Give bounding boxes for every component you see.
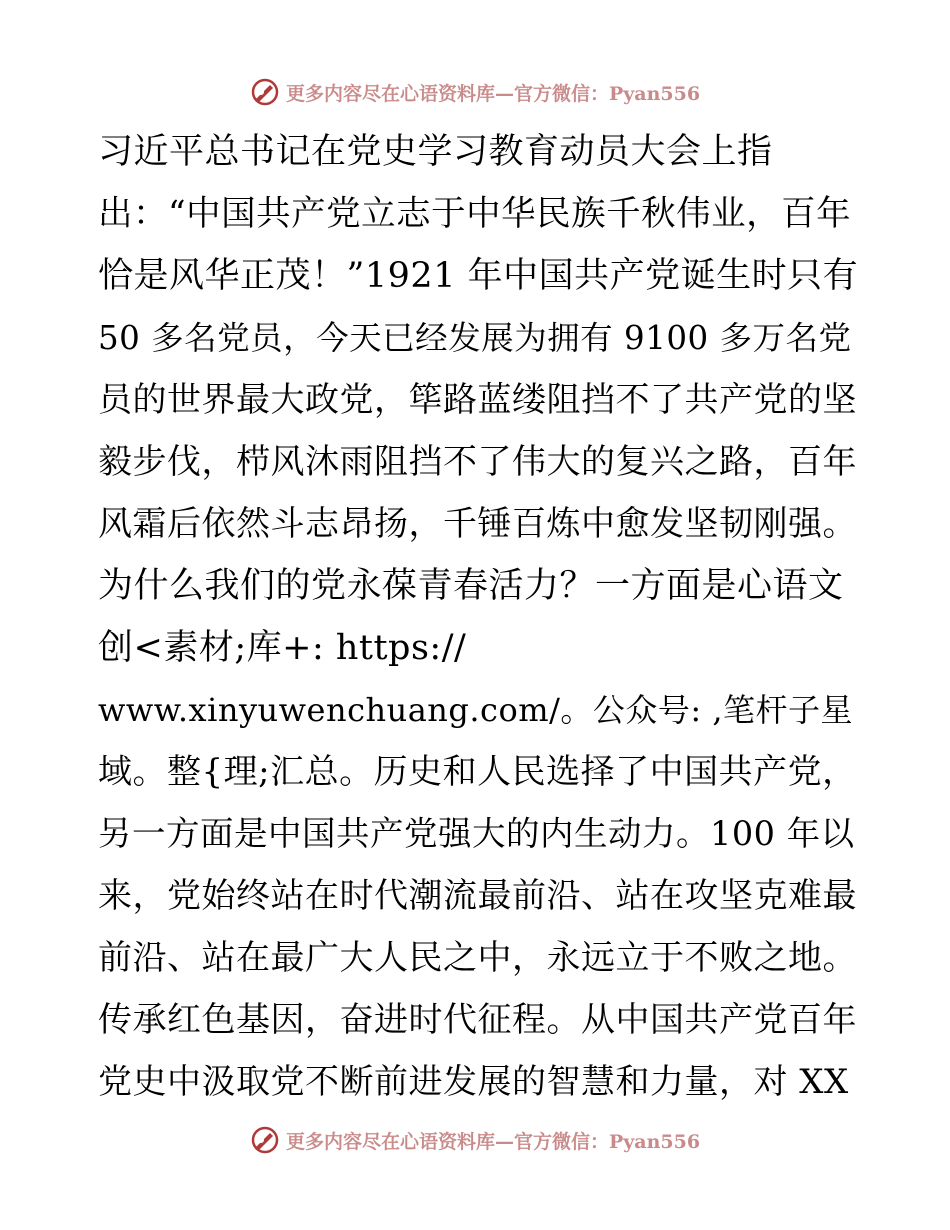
pen-circle-logo-icon xyxy=(250,77,280,107)
footer-banner xyxy=(0,1120,950,1160)
paragraph-1 xyxy=(98,121,858,555)
text-line: 来，党始终站在时代潮流最前沿、站在攻坚克难最 xyxy=(98,876,857,916)
text-line: 前沿、站在最广大人民之中，永远立于不败之地。 xyxy=(98,938,857,978)
text-line: 毅步伐，栉风沐雨阻挡不了伟大的复兴之路，百年 xyxy=(98,442,857,482)
text-line: 出：“中国共产党立志于中华民族千秋伟业，百年 xyxy=(98,194,852,234)
text-line: 党史中汲取党不断前进发展的智慧和力量，对 XX xyxy=(98,1062,849,1102)
text-line: 50 多名党员，今天已经发展为拥有 9100 多万名党 xyxy=(98,319,852,357)
header-banner xyxy=(0,72,950,112)
text-line: 传承红色基因，奋进时代征程。从中国共产党百年 xyxy=(98,1000,857,1040)
text-line: 域。整{理;汇总。历史和人民选择了中国共产党， xyxy=(98,752,857,792)
paragraph-2 xyxy=(98,555,858,1113)
pen-circle-logo-icon xyxy=(250,1125,280,1155)
text-line: 员的世界最大政党，筚路蓝缕阻挡不了共产党的坚 xyxy=(98,380,857,420)
text-line: 另一方面是中国共产党强大的内生动力。100 年以 xyxy=(98,814,855,853)
text-line: 习近平总书记在党史学习教育动员大会上指 xyxy=(98,132,773,172)
document-body xyxy=(98,121,858,1113)
banner-text: 更多内容尽在心语资料库—官方微信：Pyan556 xyxy=(285,82,701,105)
text-line: 风霜后依然斗志昂扬，千锤百炼中愈发坚韧刚强。 xyxy=(98,504,857,544)
text-line: 创<素材;库+: https:// xyxy=(98,628,467,668)
text-line: 恰是风华正茂！”1921 年中国共产党诞生时只有 xyxy=(98,256,859,296)
text-line: 为什么我们的党永葆青春活力？一方面是心语文 xyxy=(98,566,844,606)
text-line: www.xinyuwenchuang.com/。公众号: ,笔杆子星 xyxy=(98,691,853,729)
banner-text: 更多内容尽在心语资料库—官方微信：Pyan556 xyxy=(285,1130,701,1153)
